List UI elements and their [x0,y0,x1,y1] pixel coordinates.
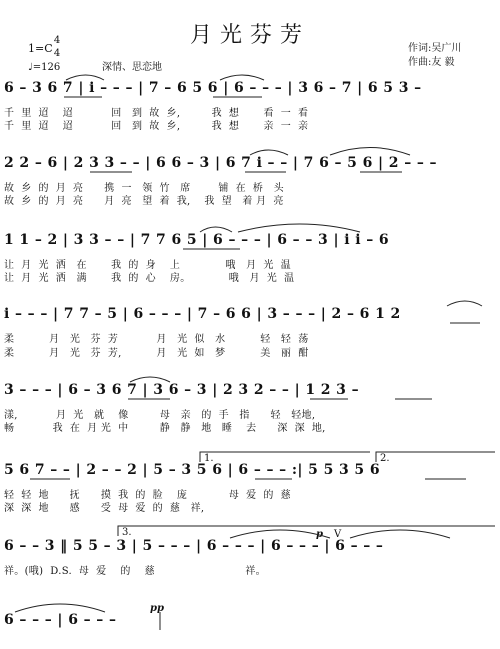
volta-3-label: 3. [122,527,132,538]
dynamic-piano: p [316,529,323,540]
lyric-line-verse2: 让 月 光 洒 满 我 的 心 房。 哦 月 光 温 [4,273,295,284]
notation-line: i – – – | 7 7 – 5 | 6 – – – | 7 – 6 6 | 3 – – – | 2 – 6 1 2 [4,306,401,322]
expression-marking: 深情、思恋地 [102,62,162,73]
slur [330,148,410,156]
tempo-marking: ♩=126 [28,62,61,73]
lyric-line-verse2 [4,575,496,588]
notation-line: 6 – 3 6 7 | i – – – | 7 – 6 5 6 | 6 – – – | 3 6 – 7 | 6 5 3 – [4,80,422,96]
lyric-line-verse1: 漾, 月 光 就 像 母 亲 的 手 指 轻 轻地, [4,410,316,421]
song-title: 月光芬芳 [189,23,310,48]
slur [15,604,105,612]
lyric-line-verse1: 祥。(哦) D.S. 母 爱 的 慈 祥。 [4,566,266,577]
breath-mark: V [334,529,342,540]
volta-2-label: 2. [380,453,390,464]
composer-credit: 作曲:友 毅 [408,57,455,68]
lyricist-credit: 作词:吴广川 [408,43,462,54]
time-signature-bottom: 4 [53,48,61,59]
volta-2-bracket [376,452,495,462]
lyric-line-verse2: 千 里 迢 迢 回 到 故 乡, 我 想 亲 一 亲 [4,121,309,132]
lyric-line-verse1: 千 里 迢 迢 回 到 故 乡, 我 想 看 一 看 [4,108,309,119]
lyric-line-verse1: 柔 月 光 芬 芳 月 光 似 水 轻 轻 荡 [4,334,309,345]
slur [238,224,360,232]
dynamic-pianissimo: pp [150,603,164,614]
lyric-line-verse2: 畅 我 在 月 光 中 静 静 地 睡 去 深 深 地, [4,423,326,434]
slur [230,530,330,538]
lyric-line-verse2: 柔 月 光 芬 芳, 月 光 如 梦 美 丽 酣 [4,348,309,359]
lyric-line-verse1: 轻 轻 地 抚 摸 我 的 脸 庞 母 爱 的 慈 [4,490,291,501]
volta-3-bracket [118,526,495,536]
lyric-line-verse1: 让 月 光 洒 在 我 的 身 上 哦 月 光 温 [4,260,291,271]
volta-1-bracket [200,452,370,462]
volta-1-label: 1. [204,453,214,464]
time-signature-top: 4 [53,35,61,46]
notation-line: 1 1 – 2 | 3 3 – – | 7 7 6 5 | 6 – – – | 6 – – 3 | i i – 6 [4,232,390,248]
lyric-line-verse2: 深 深 地 感 受 母 爱 的 慈 祥, [4,503,205,514]
notation-line: 2 2 – 6 | 2 3 3 – – | 6 6 – 3 | 6 7 i – – | 7 6 – 5 6 | 2 – – – [4,155,437,171]
slur [350,530,450,538]
notation-line: 3 – – – | 6 – 3 6 7 | 3 6 – 3 | 2 3 2 – – | 1 2 3 – [4,382,359,398]
key-signature: 1=C [28,42,53,55]
lyric-line-verse2: 故 乡 的 月 亮 月 亮 望 着 我, 我 望 着 月 亮 [4,196,284,207]
lyric-line-verse1 [4,634,496,647]
notation-line: 5 6 7 – – | 2 – – 2 | 5 – 3 5 6 | 6 – – – :| 5 5 3 5 6 [4,462,380,478]
notation-line: 6 – – 3 ‖ 5 5 – 3 | 5 – – – | 6 – – – | 6 – – – | 6 – – – [4,538,384,554]
notation-line: 6 – – – | 6 – – – [4,612,117,628]
lyric-line-verse1: 故 乡 的 月 亮 携 一 领 竹 席 铺 在 桥 头 [4,183,284,194]
